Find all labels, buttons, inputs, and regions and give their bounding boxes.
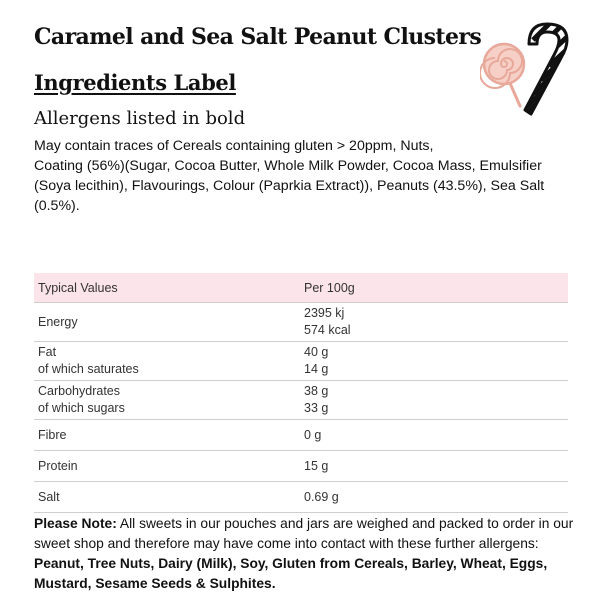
ingredients-text xyxy=(34,136,579,216)
allergens-note: Allergens listed in bold xyxy=(34,108,246,129)
energy-label: Energy xyxy=(34,303,300,342)
please-note-lead: Please Note: xyxy=(34,516,117,531)
table-row xyxy=(34,482,568,513)
carbs-values xyxy=(300,381,568,420)
energy-kcal: 574 kcal xyxy=(304,323,351,337)
fibre-value: 0 g xyxy=(300,420,568,451)
protein-label: Protein xyxy=(34,451,300,482)
table-row xyxy=(34,420,568,451)
salt-label: Salt xyxy=(34,482,300,513)
ingredients-line-2: Coating (56%)(Sugar, Cocoa Butter, Whole Milk Powder, Cocoa Mass, Emulsifier (Soya lecithin), Flavourings, Colour (Paprkia Extract)), Peanuts (43.5%), Sea Salt (0.5%). xyxy=(34,158,545,214)
carbs-label: Carbohydrates xyxy=(38,384,120,398)
label-heading: Ingredients Label xyxy=(34,70,236,95)
header-typical-values: Typical Values xyxy=(34,273,300,303)
product-title: Caramel and Sea Salt Peanut Clusters xyxy=(34,24,482,50)
sugars-value: 33 g xyxy=(304,401,329,415)
sugars-label: of which sugars xyxy=(38,401,125,415)
further-allergens: Peanut, Tree Nuts, Dairy (Milk), Soy, Gluten from Cereals, Barley, Wheat, Eggs, Mustard, Sesame Seeds & Sulphites. xyxy=(34,556,548,591)
table-row xyxy=(34,303,568,342)
nutrition-table xyxy=(34,273,568,513)
saturates-label: of which saturates xyxy=(38,362,139,376)
carbs-labels xyxy=(34,381,300,420)
fat-labels xyxy=(34,342,300,381)
fat-value: 40 g xyxy=(304,345,329,359)
candy-cane-icon xyxy=(523,18,581,118)
energy-kj: 2395 kj xyxy=(304,306,345,320)
energy-values xyxy=(300,303,568,342)
please-note-body: All sweets in our pouches and jars are weighed and packed to order in our sweet shop and therefore may have come into contact with these further allergens: xyxy=(34,516,574,551)
ingredients-line-1: May contain traces of Cereals containing gluten > 20ppm, Nuts, xyxy=(34,138,434,154)
table-row xyxy=(34,451,568,482)
fat-values xyxy=(300,342,568,381)
fibre-label: Fibre xyxy=(34,420,300,451)
fat-label: Fat xyxy=(38,345,57,359)
carbs-value: 38 g xyxy=(304,384,329,398)
header-per-100g: Per 100g xyxy=(300,273,568,303)
please-note xyxy=(34,514,574,594)
salt-value: 0.69 g xyxy=(300,482,568,513)
protein-value: 15 g xyxy=(300,451,568,482)
nutrition-header-row xyxy=(34,273,568,303)
saturates-value: 14 g xyxy=(304,362,329,376)
table-row xyxy=(34,381,568,420)
table-row xyxy=(34,342,568,381)
